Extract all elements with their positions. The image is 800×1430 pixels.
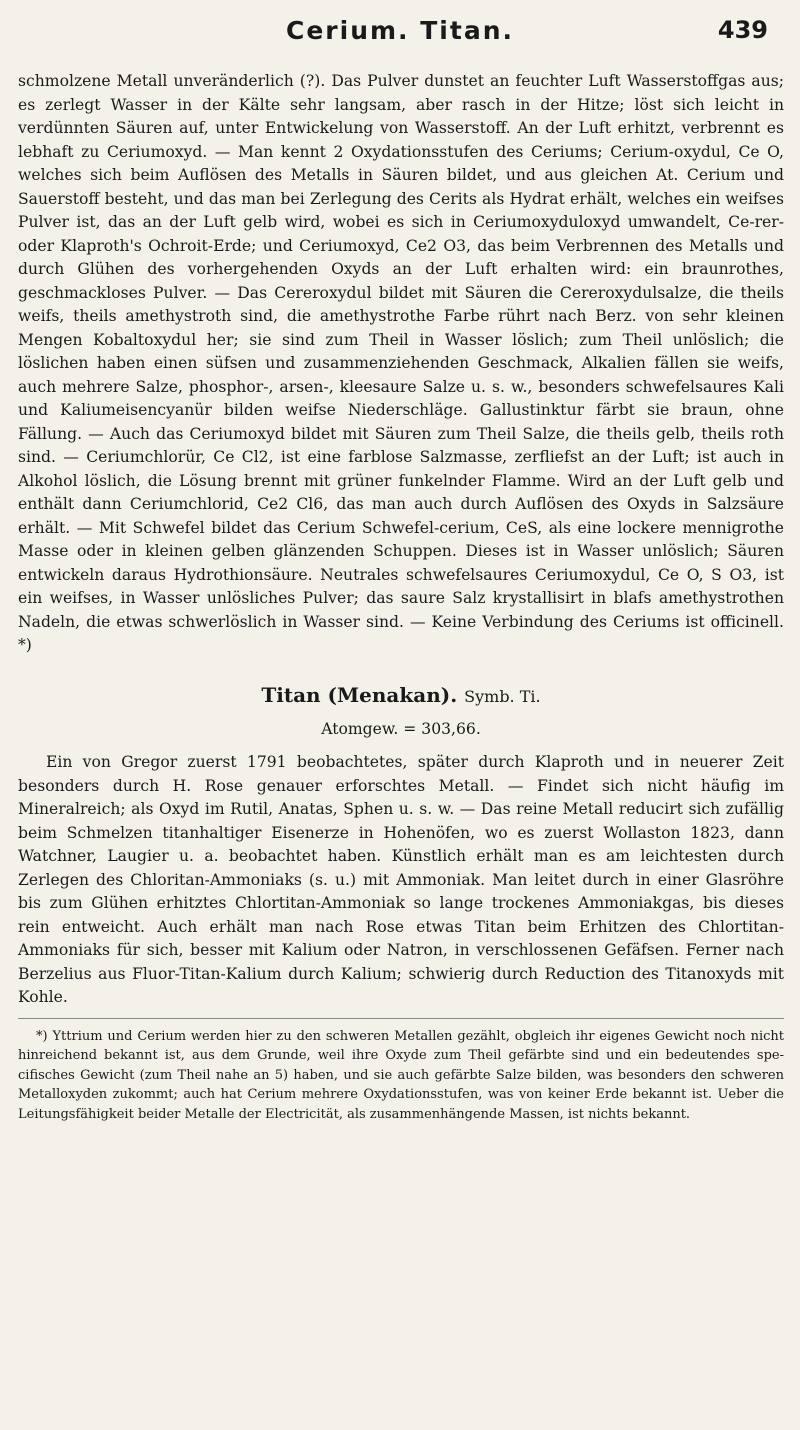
footnote-marker: *) [36, 1028, 48, 1044]
running-title: Cerium. Titan. [286, 16, 514, 45]
page-number: 439 [717, 16, 768, 44]
footnote [18, 1018, 784, 1125]
body-text [18, 70, 784, 1124]
section-symbol: Symb. Ti. [464, 686, 541, 706]
footnote-text: Yttrium und Cerium werden hier zu den schweren Metallen gezählt, obgleich ihr eigenes Gewicht noch nicht hinreichend bekannt ist, aus dem Grunde, weil ihre Oxyde zum Theil gefärbte sind und ein bedeutendes spe-cifisches Gewicht (zum Theil nahe an 5) haben, und sie auch gefärbte Salze bilden, was besonders den schweren Metalloxyden zukommt; auch hat Cerium mehrere Oxydationsstufen, was von keiner Erde bekannt ist. Ueber die Leitungsfähigkeit beider Metalle der Electricität, als zusammenhängende Massen, ist nichts bekannt. [18, 1028, 785, 1122]
section-heading-titan [18, 680, 784, 712]
running-head [0, 14, 800, 54]
atomic-weight: Atomgew. = 303,66. [321, 719, 481, 738]
section-title: Titan (Menakan). [261, 682, 458, 707]
titan-paragraph: Ein von Gregor zuerst 1791 beobachtetes, später durch Klaproth und in neuerer Zeit besonders durch H. Rose genauer erforschtes Metall. — Findet sich nicht häufig im Mineralreich; als Oxyd im Rutil, Anatas, Sphen u. s. w. — Das reine Metall reducirt sich zufällig beim Schmelzen titanhaltiger Eisenerze in Hohenöfen, wo es zuerst Wollaston 1823, dann Watchner, Laugier u. a. beobachtet haben. Künstlich erhält man es am leichtesten durch Zerlegen des Chloritan-Ammoniaks (s. u.) mit Ammoniak. Man leitet durch in einer Glasröhre bis zum Glühen erhitztes Chlortitan-Ammoniak so lange trockenes Ammoniakgas, bis dieses rein entweicht. Auch erhält man nach Rose etwas Titan beim Erhitzen des Chlortitan-Ammoniaks für sich, besser mit Kalium oder Natron, in verschlossenen Gefäfsen. Ferner nach Berzelius aus Fluor-Titan-Kalium durch Kalium; schwierig durch Reduction des Titanoxyds mit Kohle. [18, 753, 784, 1006]
cerium-paragraph: schmolzene Metall unveränderlich (?). Das Pulver dunstet an feuchter Luft Wasserstoffgas aus; es zerlegt Wasser in der Kälte sehr langsam, aber rasch in der Hitze; löst sich leicht in verdünnten Säuren auf, unter Entwickelung von Wasserstoff. An der Luft erhitzt, verbrennt es lebhaft zu Ceriumoxyd. — Man kennt 2 Oxydationsstufen des Ceriums; Cerium-oxydul, Ce O, welches sich beim Auflösen des Metalls in Säuren bildet, und aus gleichen At. Cerium und Sauerstoff besteht, und das man bei Zerlegung des Cerits als Hydrat erhält, welches ein weifses Pulver ist, das an der Luft gelb wird, wobei es sich in Ceriumoxyduloxyd umwandelt, Ce-rer- oder Klaproth's Ochroit-Erde; und Ceriumoxyd, Ce2 O3, das beim Verbrennen des Metalls und durch Glühen des vorhergehenden Oxyds an der Luft erhalten wird: ein braunrothes, geschmackloses Pulver. — Das Cereroxydul bildet mit Säuren die Cereroxydulsalze, die theils weifs, theils amethystroth sind, die amethystrothe Farbe rührt nach Berz. von sehr kleinen Mengen Kobaltoxydul her; sie sind zum Theil in Wasser löslich; zum Theil unlöslich; die löslichen haben einen süfsen und zusammenziehenden Geschmack, Alkalien fällen sie weifs, auch mehrere Salze, phosphor-, arsen-, kleesaure Salze u. s. w., besonders schwefelsaures Kali und Kaliumeisencyanür bilden weifse Niederschläge. Gallustinktur färbt sie braun, ohne Fällung. — Auch das Ceriumoxyd bildet mit Säuren zum Theil Salze, die theils gelb, theils roth sind. — Ceriumchlorür, Ce Cl2, ist eine farblose Salzmasse, zerfliefst an der Luft; ist auch in Alkohol löslich, die Lösung brennt mit grüner funkelnder Flamme. Wird an der Luft gelb und enthält dann Ceriumchlorid, Ce2 Cl6, das man auch durch Auflösen des Oxyds in Salzsäure erhält. — Mit Schwefel bildet das Cerium Schwefel-cerium, CeS, als eine lockere mennigrothe Masse oder in kleinen gelben glänzenden Schuppen. Dieses ist in Wasser unlöslich; Säuren entwickeln daraus Hydrothionsäure. Neutrales schwefelsaures Ceriumoxydul, Ce O, S O3, ist ein weifses, in Wasser unlösliches Pulver; das saure Salz krystallisirt in blafs amethystrothen Nadeln, die etwas schwerlöslich in Wasser sind. — Keine Verbindung des Ceriums ist officinell. *) [18, 72, 784, 654]
